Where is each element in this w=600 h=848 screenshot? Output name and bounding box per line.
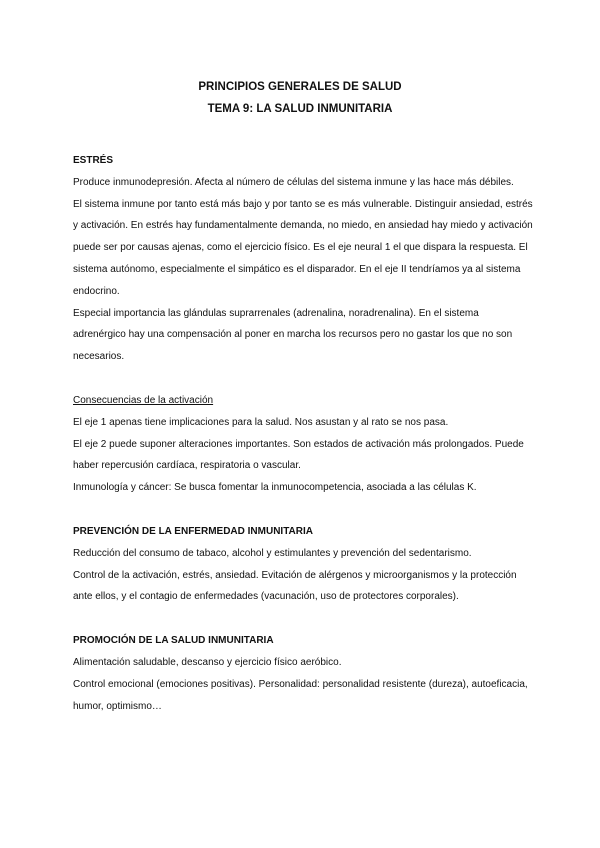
section-prevencion [73, 521, 533, 608]
section-promocion [73, 630, 533, 717]
section-estres [73, 150, 533, 368]
section-heading-prevencion: PREVENCIÓN DE LA ENFERMEDAD INMUNITARIA [73, 525, 314, 537]
paragraph: Control emocional (emociones positivas). Personalidad: personalidad resistente (dureza), autoeficacia, humor, optimismo… [73, 678, 528, 712]
paragraph: Control de la activación, estrés, ansiedad. Evitación de alérgenos y microorganismos y la protección ante ellos, y el contagio de enfermedades (vacunación, uso de protectores corporales). [73, 569, 517, 603]
paragraph: Produce inmunodepresión. Afecta al número de células del sistema inmune y las hace más débiles. [73, 176, 514, 188]
section-spacer [73, 499, 533, 521]
paragraph: Inmunología y cáncer: Se busca fomentar la inmunocompetencia, asociada a las células K. [73, 482, 477, 494]
document-body [73, 150, 533, 717]
section-heading-promocion: PROMOCIÓN DE LA SALUD INMUNITARIA [73, 635, 274, 647]
paragraph: Reducción del consumo de tabaco, alcohol y estimulantes y prevención del sedentarismo. [73, 547, 472, 559]
paragraph: El eje 2 puede suponer alteraciones importantes. Son estados de activación más prolongados. Puede haber repercusión cardíaca, respiratoria o vascular. [73, 438, 524, 472]
title-line-course: PRINCIPIOS GENERALES DE SALUD [198, 81, 402, 93]
section-consecuencias [73, 390, 533, 499]
section-heading-consecuencias: Consecuencias de la activación [73, 394, 214, 406]
section-spacer [73, 608, 533, 630]
paragraph: El eje 1 apenas tiene implicaciones para la salud. Nos asustan y al rato se nos pasa. [73, 416, 449, 428]
section-spacer [73, 368, 533, 390]
paragraph: Alimentación saludable, descanso y ejercicio físico aeróbico. [73, 656, 342, 668]
paragraph: Especial importancia las glándulas suprarrenales (adrenalina, noradrenalina). En el sistema adrenérgico hay una compensación al poner en marcha los recursos pero no gastar los que no son necesarios. [73, 307, 513, 363]
title-line-topic: TEMA 9: LA SALUD INMUNITARIA [207, 103, 393, 115]
paragraph: El sistema inmune por tanto está más bajo y por tanto se es más vulnerable. Distinguir ansiedad, estrés y activación. En estrés hay fundamentalmente demanda, no miedo, en ansiedad hay miedo y activación puede ser por causas ajenas, como el ejercicio físico. Es el eje neural 1 el que dispara la respuesta. El sistema autónomo, especialmente el simpático es el disparador. En el eje II tendríamos ya al sistema endocrino. [73, 198, 533, 297]
section-heading-estres: ESTRÉS [73, 155, 114, 166]
document-title [0, 76, 600, 120]
